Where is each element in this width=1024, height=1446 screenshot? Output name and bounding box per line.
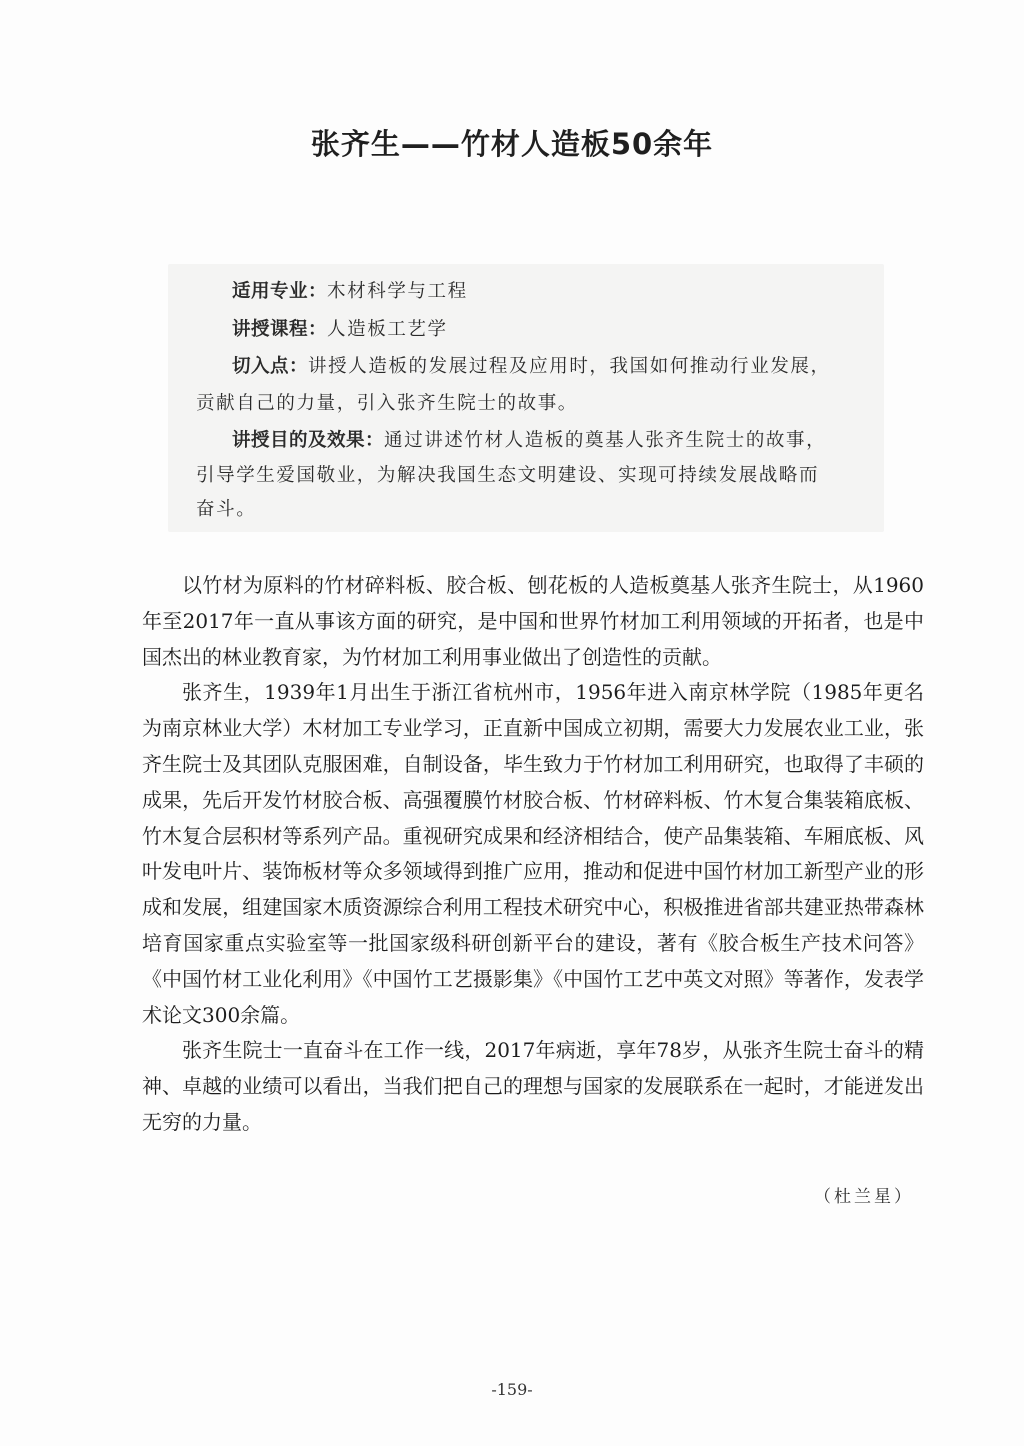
entry-point-row (232, 352, 831, 378)
major-label: 适用专业： (232, 281, 328, 302)
entry-point-label: 切入点： (232, 356, 309, 377)
entry-point-value-line2: 贡献自己的力量，引入张齐生院士的故事。 (196, 393, 578, 414)
entry-point-value-line1: 讲授人造板的发展过程及应用时，我国如何推动行业发展， (308, 356, 831, 377)
major-row (232, 277, 468, 303)
course-value: 人造板工艺学 (327, 319, 448, 340)
body-paragraph-3: 张齐生院士一直奋斗在工作一线，2017年病逝，享年78岁，从张齐生院士奋斗的精神、卓越的业绩可以看出，当我们把自己的理想与国家的发展联系在一起时，才能迸发出无穷的力量。 (142, 1038, 924, 1134)
course-label: 讲授课程： (232, 319, 328, 340)
body-paragraph-1: 以竹材为原料的竹材碎料板、胶合板、刨花板的人造板奠基人张齐生院士，从1960年至2017年一直从事该方面的研究，是中国和世界竹材加工利用领域的开拓者，也是中国杰出的林业教育家，为竹材加工利用事业做出了创造性的贡献。 (142, 573, 924, 669)
article-body (142, 568, 924, 1141)
goal-value-line3: 奋斗。 (196, 499, 257, 520)
goal-value-line1: 通过讲述竹材人造板的奠基人张齐生院士的故事， (384, 430, 827, 451)
body-paragraph-2: 张齐生，1939年1月出生于浙江省杭州市，1956年进入南京林学院（1985年更名为南京林业大学）木材加工专业学习，正直新中国成立初期，需要大力发展农业工业，张齐生院士及其团队克服困难，自制设备，毕生致力于竹材加工利用研究，也取得了丰硕的成果，先后开发竹材胶合板、高强覆膜竹材胶合板、竹材碎料板、竹木复合集装箱底板、竹木复合层积材等系列产品。重视研究成果和经济相结合，使产品集装箱、车厢底板、风叶发电叶片、装饰板材等众多领域得到推广应用，推动和促进中国竹材加工新型产业的形成和发展，组建国家木质资源综合利用工程技术研究中心，积极推进省部共建亚热带森林培育国家重点实验室等一批国家级科研创新平台的建设，著有《胶合板生产技术问答》《中国竹材工业化利用》《中国竹工艺摄影集》《中国竹工艺中英文对照》等著作，发表学术论文300余篇。 (142, 680, 924, 1027)
goal-value-line2: 引导学生爱国敬业，为解决我国生态文明建设、实现可持续发展战略而 (196, 465, 820, 486)
major-value: 木材科学与工程 (327, 281, 468, 302)
goal-label: 讲授目的及效果： (232, 430, 385, 451)
page-number: -159- (491, 1380, 533, 1399)
goal-row (232, 426, 826, 452)
author-signature: （杜兰星） (814, 1187, 914, 1207)
page-title: 张齐生——竹材人造板50余年 (310, 127, 714, 161)
course-row (232, 315, 448, 341)
